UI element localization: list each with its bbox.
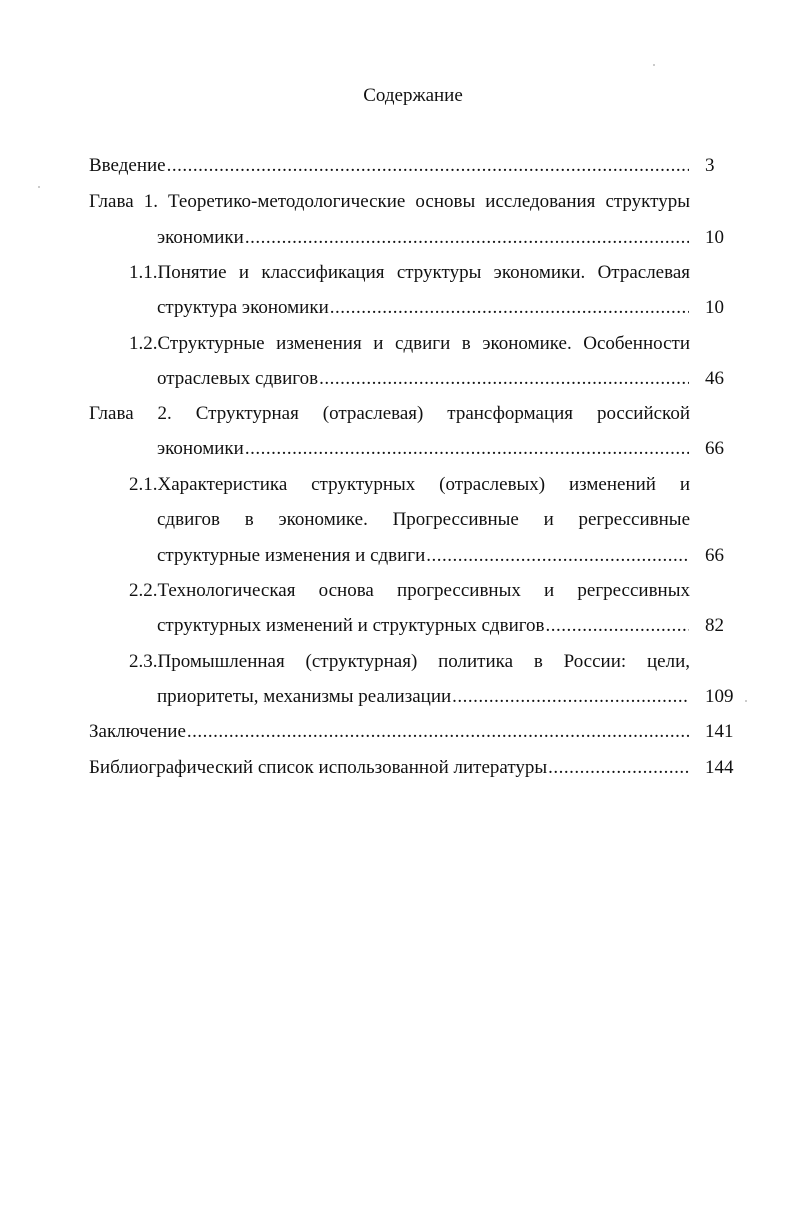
toc-entry-section-1-2[interactable] [129,332,690,356]
toc-entry-section-1-2-cont[interactable] [157,367,689,391]
toc-page-number: 66 [705,545,724,566]
dot-leader [245,226,689,250]
toc-page-number: 3 [705,155,715,176]
toc-entry-section-2-1-cont2[interactable] [157,544,689,568]
toc-entry-text: Библиографический список использованной литературы [89,757,548,778]
toc-entry-chapter-2-cont[interactable] [157,437,689,461]
toc-page-number: 10 [705,297,724,318]
toc-page-number: 46 [705,368,724,389]
toc-entry-section-1-1[interactable] [129,261,690,285]
toc-entry-section-2-2-cont[interactable] [157,614,689,638]
toc-entry-text: Глава 1. Теоретико-методологические основы исследования структуры [89,191,690,212]
toc-entry-text: 1.1.Понятие и классификация структуры экономики. Отраслевая [129,262,690,283]
toc-page-number: 10 [705,227,724,248]
toc-page-number: 144 [705,757,734,778]
toc-entry-text: Введение [89,155,166,176]
toc-entry-text: Глава 2. Структурная (отраслевая) трансформация российской [89,403,690,424]
toc-entry-text: структура экономики [157,297,329,318]
toc-entry-text: приоритеты, механизмы реализации [157,686,452,707]
toc-entry-section-2-2[interactable] [129,579,690,603]
dot-leader [167,154,689,178]
toc-entry-text: экономики [157,438,244,459]
toc-entry-text: 2.2.Технологическая основа прогрессивных и регрессивных [129,580,690,601]
dot-leader [452,685,689,709]
dot-leader [319,367,689,391]
toc-entry-text: 1.2.Структурные изменения и сдвиги в экономике. Особенности [129,333,690,354]
toc-entry-section-2-3[interactable] [129,650,690,674]
toc-entry-text: отраслевых сдвигов [157,368,319,389]
toc-entry-bibliography[interactable] [89,756,689,780]
dot-leader [330,296,689,320]
dot-leader [245,437,689,461]
scan-speck [653,64,655,66]
toc-entry-text: структурные изменения и сдвиги [157,545,426,566]
page-title: Содержание [363,85,463,106]
toc-entry-text: сдвигов в экономике. Прогрессивные и регрессивные [157,509,690,530]
dot-leader [426,544,689,568]
toc-entry-conclusion[interactable] [89,720,689,744]
dot-leader [548,756,689,780]
scan-speck [38,186,40,188]
toc-entry-chapter-1-cont[interactable] [157,226,689,250]
toc-page-number: 141 [705,721,734,742]
toc-entry-text: Заключение [89,721,186,742]
toc-entry-text: экономики [157,227,244,248]
toc-entry-introduction[interactable] [89,154,689,178]
toc-entry-text: 2.1.Характеристика структурных (отраслевых) изменений и [129,474,690,495]
toc-page-number: 109 [705,686,734,707]
dot-leader [546,614,689,638]
toc-entry-text: 2.3.Промышленная (структурная) политика в России: цели, [129,651,690,672]
toc-entry-chapter-1[interactable] [89,190,690,214]
toc-entry-section-1-1-cont[interactable] [157,296,689,320]
toc-entry-section-2-1-cont[interactable] [157,508,690,532]
toc-entry-text: структурных изменений и структурных сдвигов [157,615,545,636]
dot-leader [187,720,689,744]
toc-entry-chapter-2[interactable] [89,402,690,426]
toc-page-number: 82 [705,615,724,636]
toc-entry-section-2-1[interactable] [129,473,690,497]
toc-page-number: 66 [705,438,724,459]
toc-entry-section-2-3-cont[interactable] [157,685,689,709]
scan-speck [745,700,747,702]
